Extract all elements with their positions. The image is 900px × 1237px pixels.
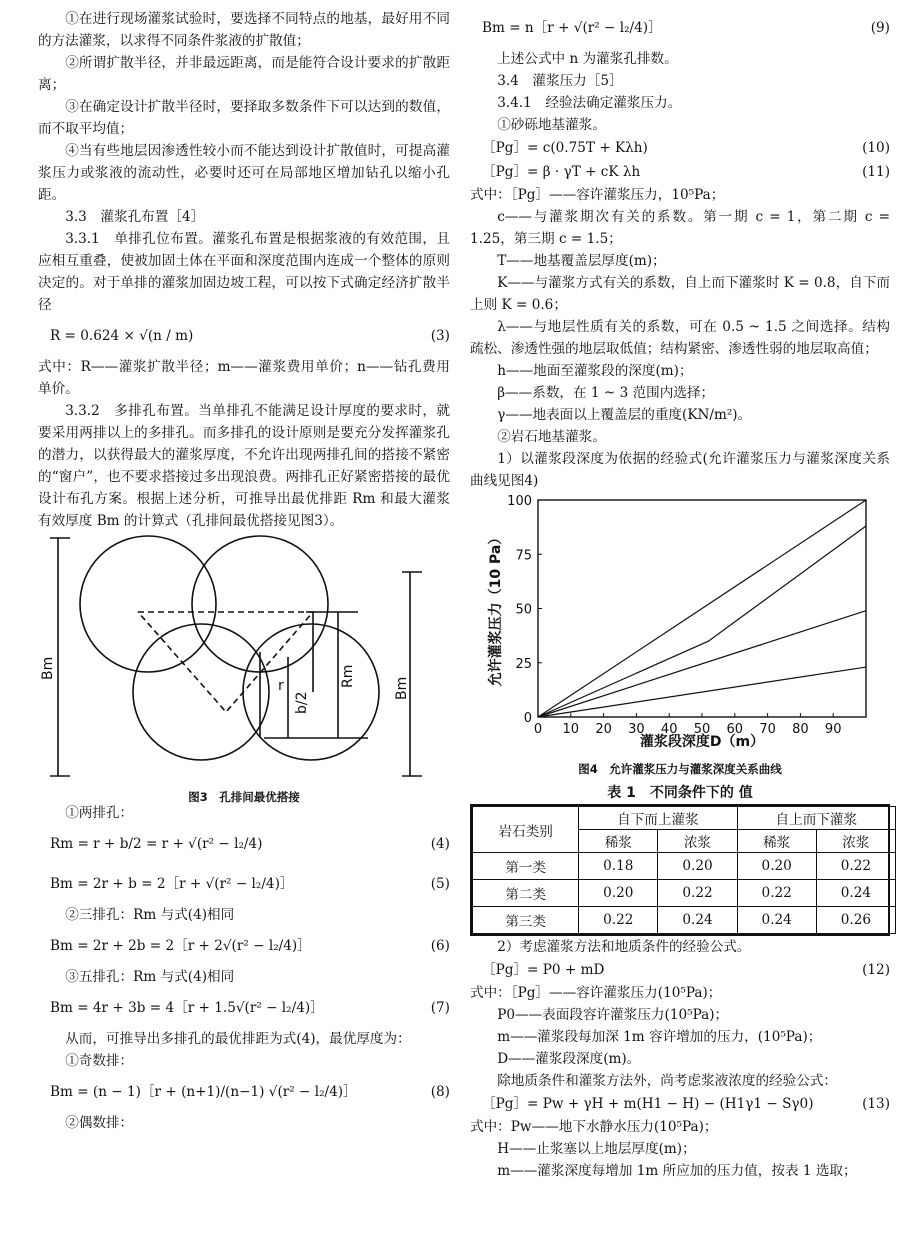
paragraph: 式中：［Pg］——容许灌浆压力(10⁵Pa)； (470, 985, 722, 1001)
fig3-label-rm: Rm (340, 664, 356, 688)
table-cell: 0.22 (658, 880, 737, 907)
equation-body: ［Pg］= c(0.75T + Kλh) (482, 140, 648, 156)
fig4-caption: 图4 允许灌浆压力与灌浆深度关系曲线 (578, 762, 782, 776)
paragraph: ②岩石地基灌浆。 (497, 429, 606, 445)
table-cell: 0.26 (816, 907, 895, 934)
paragraph: D——灌浆段深度(m)。 (497, 1051, 641, 1067)
equation (470, 1092, 890, 1116)
x-tick-label: 90 (824, 722, 842, 737)
equation-body: Bm = 2r + b = 2［r + √(r² − l₂/4)］ (50, 876, 294, 892)
paragraph: H——止浆塞以上地层厚度(m)； (497, 1141, 696, 1157)
paragraph: ③在确定设计扩散半径时，要择取多数条件下可以达到的数值，而不取平均值； (38, 99, 450, 137)
paragraph: ②所谓扩散半径，并非最远距离，而是能符合设计要求的扩散距离； (38, 55, 450, 93)
table-cell: 0.20 (737, 853, 816, 880)
table-cell: 0.24 (658, 907, 737, 934)
equation (38, 1072, 450, 1112)
x-tick-label: 10 (562, 722, 580, 737)
paragraph: 3.4 灌浆压力［5］ (497, 73, 623, 89)
figure-3 (38, 532, 450, 802)
table-1-frame (470, 804, 890, 936)
equation-body: Rm = r + b/2 = r + √(r² − l₂/4) (50, 836, 263, 852)
paragraph: 式中：Pw——地下水静水压力(10⁵Pa)； (470, 1119, 718, 1135)
equation-body: Bm = 4r + 3b = 4［r + 1.5√(r² − l₂/4)］ (50, 1000, 324, 1016)
x-tick-label: 80 (792, 722, 809, 737)
table-1 (470, 782, 890, 936)
y-tick-label: 100 (507, 494, 532, 509)
series-line-3 (538, 611, 866, 717)
fig3-circle-bottom-right (243, 624, 379, 760)
paragraph: 3.3.1 单排孔位布置。灌浆孔布置是根据浆液的有效范围，且应相互重叠，使被加固土体在平面和深度范围内连成一个整体的原则决定的。对于单排的灌浆加固边坡工程，可以按下式确定经济扩散半径 (38, 231, 450, 313)
table-cell: 0.18 (579, 853, 658, 880)
equation-body: ［Pg］= β · γT + cK λh (482, 164, 641, 180)
equation-number: (7) (430, 1000, 450, 1016)
x-tick-label: 40 (660, 722, 678, 737)
equation (470, 136, 890, 160)
paragraph: ②偶数排： (65, 1115, 134, 1131)
equation-body: R = 0.624 × √(n / m) (50, 328, 194, 344)
table-sub-header: 浓浆 (816, 830, 895, 853)
series-line-2 (538, 526, 866, 717)
paragraph: c——与灌浆期次有关的系数。第一期 c = 1，第二期 c = 1.25，第三期 c = 1.5； (470, 209, 890, 247)
fig3-label-b2: b/2 (294, 691, 310, 714)
table-cell: 第一类 (473, 853, 579, 880)
table-1-title: 表 1 不同条件下的 值 (607, 785, 753, 801)
paragraph: ③五排孔：Rm 与式(4)相同 (65, 969, 235, 985)
right-text-block-a (470, 8, 890, 492)
y-tick-label: 25 (515, 656, 532, 672)
fig3-circle-top-left (80, 536, 216, 672)
table-col-header: 岩石类别 (473, 807, 579, 853)
equation-number: (9) (870, 20, 890, 36)
paragraph: ①砂砾地基灌浆。 (497, 117, 606, 133)
x-tick-label: 70 (759, 722, 776, 737)
paragraph: λ——与地层性质有关的系数，可在 0.5 ~ 1.5 之间选择。结构疏松、渗透性强的地层取低值；结构紧密、渗透性弱的地层取高值； (470, 319, 890, 357)
y-tick-label: 75 (515, 548, 532, 564)
paragraph: T——地基覆盖层厚度(m)； (497, 253, 666, 269)
table-sub-header: 浓浆 (658, 830, 737, 853)
series-line-4 (538, 667, 866, 717)
paragraph: ①两排孔： (65, 805, 134, 821)
x-tick-label: 50 (693, 722, 711, 737)
fig3-label-r: r (278, 678, 284, 694)
table-sub-header: 稀浆 (737, 830, 816, 853)
equation (470, 160, 890, 184)
table-cell: 0.22 (737, 880, 816, 907)
table-group-header: 自上而下灌浆 (737, 807, 895, 830)
equation-body: Bm = n［r + √(r² − l₂/4)］ (482, 20, 662, 36)
x-tick-label: 0 (533, 722, 543, 737)
table-cell: 0.24 (816, 880, 895, 907)
paragraph: 3.3.2 多排孔布置。当单排孔不能满足设计厚度的要求时，就要采用两排以上的多排孔。而多排孔的设计原则是要充分发挥灌浆孔的潜力，以获得最大的灌浆厚度，不允许出现两排孔间的搭接不紧密的“窗户”，也不要求搭接过多出现浪费。两排孔正好紧密搭接的最优设计布孔方案。根据上述分析，可推导出最优排距 Rm 和最大灌浆有效厚度 Bm 的计算式（孔排间最优搭接见图3）。 (38, 403, 450, 529)
equation (38, 824, 450, 864)
y-tick-label: 50 (515, 602, 532, 618)
equation-number: (3) (430, 328, 450, 344)
series-line-1 (538, 500, 866, 717)
left-text-block-b (38, 802, 450, 1134)
paragraph: 从而，可推导出多排孔的最优排距为式(4)，最优厚度为： (65, 1031, 411, 1047)
paragraph: m——灌浆段每加深 1m 容许增加的压力，(10⁵Pa)； (497, 1029, 822, 1045)
fig3-circle-bottom-left (133, 624, 269, 760)
paragraph: ②三排孔：Rm 与式(4)相同 (65, 907, 235, 923)
paragraph: m——灌浆深度每增加 1m 所应加的压力值，按表 1 选取； (497, 1163, 857, 1179)
table-cell: 0.22 (816, 853, 895, 880)
fig4-chart (470, 492, 890, 754)
left-text-block-a (38, 8, 450, 532)
equation (470, 8, 890, 48)
fig3-diagram (38, 532, 450, 782)
paragraph: h——地面至灌浆段的深度(m)； (497, 363, 693, 379)
paragraph: β——系数，在 1 ~ 3 范围内选择； (497, 385, 715, 401)
table-cell: 0.20 (658, 853, 737, 880)
paragraph: ④当有些地层因渗透性较小而不能达到设计扩散值时，可提高灌浆压力或浆液的流动性，必要时还可在局部地区增加钻孔以缩小孔距。 (38, 143, 450, 203)
paragraph: γ——地表面以上覆盖层的重度(KN/m²)。 (497, 407, 752, 423)
equation-body: ［Pg］= P0 + mD (482, 962, 605, 978)
table-row (473, 880, 896, 907)
fig3-circle-top-right (192, 536, 328, 672)
paragraph: 3.3 灌浆孔布置［4］ (65, 209, 205, 225)
equation-body: Bm = 2r + 2b = 2［r + 2√(r² − l₂/4)］ (50, 938, 311, 954)
table-cell: 第三类 (473, 907, 579, 934)
table-cell: 0.24 (737, 907, 816, 934)
table-1-grid (472, 806, 896, 934)
equation-body: Bm = (n − 1)［r + (n+1)/(n−1) √(r² − l₂/4)］ (50, 1084, 357, 1100)
equation-number: (13) (862, 1096, 890, 1112)
paragraph: P0——表面段容许灌浆压力(10⁵Pa)； (497, 1007, 729, 1023)
table-row (473, 853, 896, 880)
paragraph: 1）以灌浆段深度为依据的经验式(允许灌浆压力与灌浆深度关系曲线见图4) (470, 451, 890, 489)
right-text-block-b (470, 936, 890, 1182)
fig3-label-bm-right: Bm (394, 676, 410, 700)
equation (38, 316, 450, 356)
equation (38, 988, 450, 1028)
table-cell: 0.20 (579, 880, 658, 907)
figure-4 (470, 492, 890, 780)
equation-number: (4) (430, 836, 450, 852)
table-group-header: 自下而上灌浆 (579, 807, 737, 830)
paragraph: 式中：R——灌浆扩散半径；m——灌浆费用单价；n——钻孔费用单价。 (38, 359, 450, 397)
paragraph: 式中：［Pg］——容许灌浆压力，10⁵Pa； (470, 187, 725, 203)
equation-number: (5) (430, 876, 450, 892)
y-axis-label: 允许灌浆压力（10 Pa） (488, 530, 504, 687)
paragraph: 3.4.1 经验法确定灌浆压力。 (497, 95, 682, 111)
x-tick-label: 20 (595, 722, 612, 737)
table-cell: 0.22 (579, 907, 658, 934)
x-tick-label: 30 (628, 722, 645, 737)
paragraph: 上述公式中 n 为灌浆孔排数。 (497, 51, 678, 67)
fig3-label-bm-left: Bm (40, 656, 56, 680)
right-column (470, 8, 890, 1182)
table-sub-header: 稀浆 (579, 830, 658, 853)
x-tick-label: 60 (726, 722, 744, 737)
left-column (38, 8, 450, 1134)
paragraph: ①奇数排： (65, 1053, 134, 1069)
y-tick-label: 0 (523, 711, 532, 726)
paragraph: 2）考虑灌浆方法和地质条件的经验公式。 (497, 939, 751, 955)
fig3-caption: 图3 孔排间最优搭接 (188, 790, 300, 804)
equation-number: (8) (430, 1084, 450, 1100)
table-row (473, 907, 896, 934)
paragraph: ①在进行现场灌浆试验时，要选择不同特点的地基，最好用不同的方法灌浆，以求得不同条件浆液的扩散值； (38, 11, 450, 49)
equation (470, 958, 890, 982)
equation-number: (6) (430, 938, 450, 954)
equation-number: (11) (862, 164, 890, 180)
equation-number: (10) (862, 140, 890, 156)
equation (38, 926, 450, 966)
table-cell: 第二类 (473, 880, 579, 907)
paragraph: K——与灌浆方式有关的系数，自上而下灌浆时 K = 0.8，自下而上则 K = 0.6； (470, 275, 890, 313)
equation (38, 864, 450, 904)
paragraph: 除地质条件和灌浆方法外，尚考虑浆液浓度的经验公式： (497, 1073, 838, 1089)
equation-number: (12) (862, 962, 890, 978)
x-axis-label: 灌浆段深度D（m） (639, 734, 765, 750)
equation-body: ［Pg］= Pw + γH + m(H1 − H) − (H1γ1 − Sγ0) (482, 1096, 814, 1112)
